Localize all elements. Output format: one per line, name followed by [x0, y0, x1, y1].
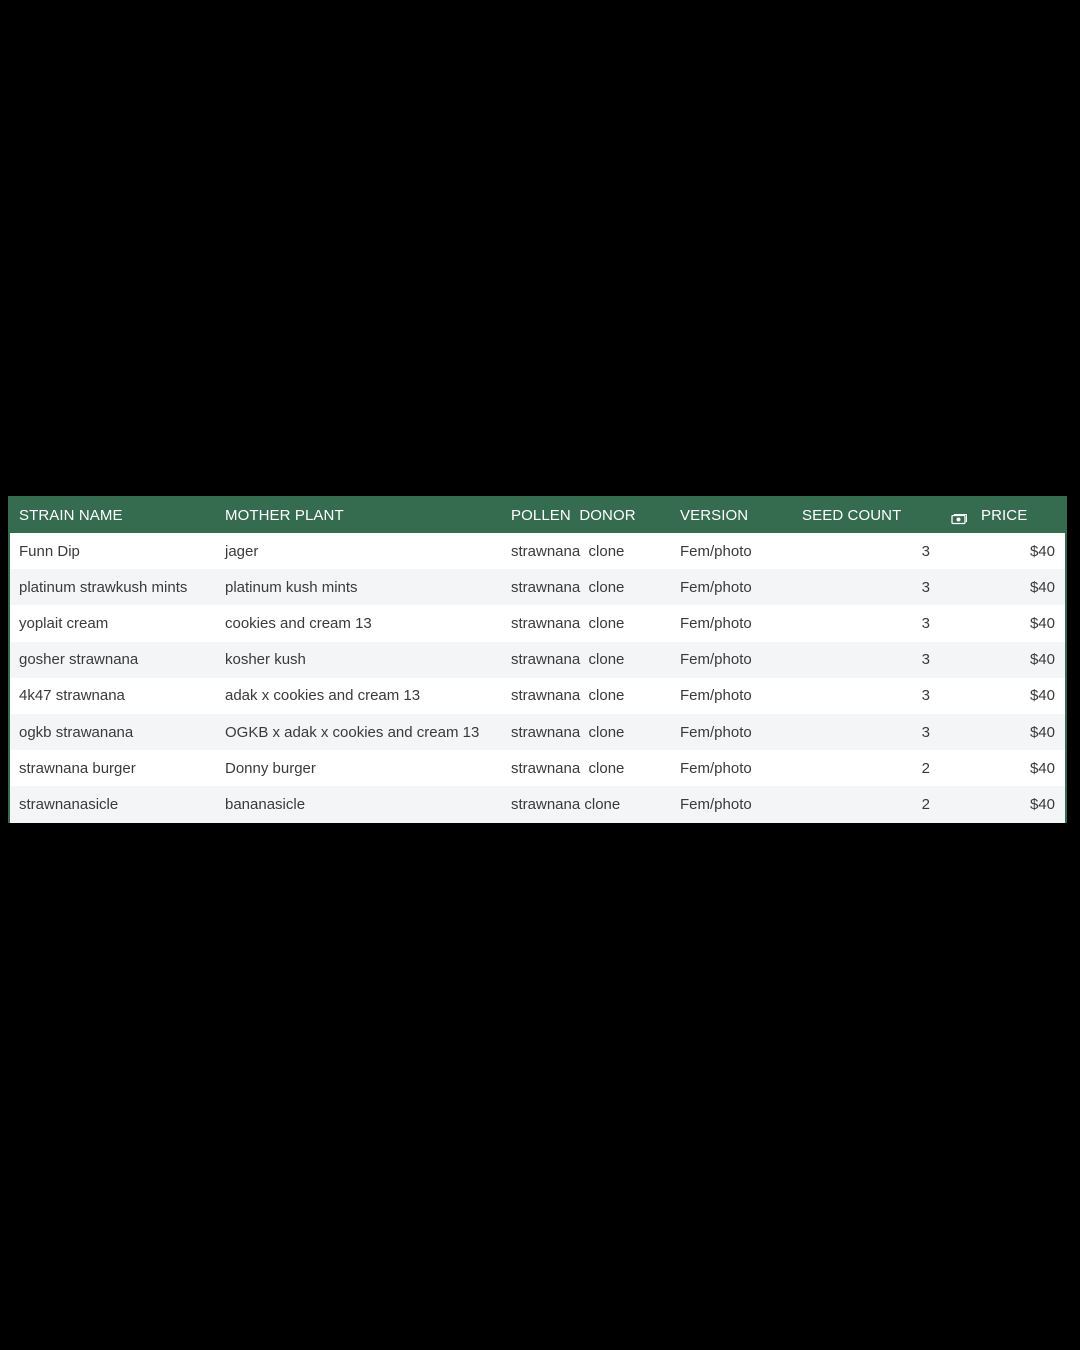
- cell-price: $40: [1029, 723, 1055, 741]
- header-strain-name[interactable]: STRAIN NAME: [19, 507, 123, 524]
- cell-seed-count: 3: [921, 542, 930, 560]
- cell-strain-name: gosher strawnana: [19, 651, 139, 669]
- cell-strain-name: yoplait cream: [19, 614, 109, 632]
- cell-pollen-donor: strawnana clone: [511, 759, 625, 777]
- strain-table-grid: [10, 498, 1065, 823]
- cell-pollen-donor: strawnana clone: [511, 614, 625, 632]
- cell-price: $40: [1029, 614, 1055, 632]
- cell-pollen-donor: strawnana clone: [511, 687, 625, 705]
- table-row[interactable]: [10, 642, 1065, 678]
- cell-price: $40: [1029, 542, 1055, 560]
- table-row[interactable]: [10, 786, 1065, 822]
- table-row[interactable]: [10, 678, 1065, 714]
- cell-pollen-donor: strawnana clone: [511, 795, 621, 813]
- cell-version: Fem/photo: [680, 651, 752, 669]
- cell-version: Fem/photo: [680, 723, 752, 741]
- cell-price: $40: [1029, 687, 1055, 705]
- header-version[interactable]: VERSION: [680, 507, 749, 524]
- cell-seed-count: 2: [921, 795, 930, 813]
- header-seed-count[interactable]: SEED COUNT: [802, 507, 902, 524]
- cell-version: Fem/photo: [680, 578, 752, 596]
- table-row[interactable]: [10, 605, 1065, 641]
- cell-seed-count: 3: [921, 723, 930, 741]
- table-row[interactable]: [10, 533, 1065, 569]
- cell-seed-count: 3: [921, 614, 930, 632]
- cell-version: Fem/photo: [680, 614, 752, 632]
- cell-mother-plant: cookies and cream 13: [225, 614, 372, 632]
- cell-pollen-donor: strawnana clone: [511, 723, 625, 741]
- cell-price: $40: [1029, 795, 1055, 813]
- cell-seed-count: 3: [921, 651, 930, 669]
- header-price-label: PRICE: [981, 507, 1028, 524]
- cell-pollen-donor: strawnana clone: [511, 578, 625, 596]
- cell-mother-plant: kosher kush: [225, 651, 306, 669]
- cell-mother-plant: bananasicle: [225, 795, 306, 813]
- cell-strain-name: platinum strawkush mints: [19, 578, 188, 596]
- cell-price: $40: [1029, 759, 1055, 777]
- cell-mother-plant: adak x cookies and cream 13: [225, 687, 421, 705]
- cell-price: $40: [1029, 578, 1055, 596]
- header-mother-plant[interactable]: MOTHER PLANT: [225, 507, 344, 524]
- cell-strain-name: 4k47 strawnana: [19, 687, 125, 705]
- cell-mother-plant: jager: [225, 542, 259, 560]
- table-row[interactable]: [10, 750, 1065, 786]
- cell-version: Fem/photo: [680, 687, 752, 705]
- cell-strain-name: ogkb strawanana: [19, 723, 134, 741]
- cell-version: Fem/photo: [680, 542, 752, 560]
- cell-seed-count: 3: [921, 578, 930, 596]
- cell-seed-count: 3: [921, 687, 930, 705]
- cell-pollen-donor: strawnana clone: [511, 651, 625, 669]
- header-pollen-donor[interactable]: POLLEN DONOR: [511, 507, 636, 524]
- table-row[interactable]: [10, 569, 1065, 605]
- table-body: [10, 533, 1065, 823]
- header-price[interactable]: [942, 498, 1065, 533]
- cell-mother-plant: OGKB x adak x cookies and cream 13: [225, 723, 480, 741]
- cell-price: $40: [1029, 651, 1055, 669]
- cell-strain-name: Funn Dip: [19, 542, 80, 560]
- cell-version: Fem/photo: [680, 795, 752, 813]
- cell-pollen-donor: strawnana clone: [511, 542, 625, 560]
- cell-seed-count: 2: [921, 759, 930, 777]
- money-icon: [951, 512, 967, 523]
- cell-mother-plant: Donny burger: [225, 759, 316, 777]
- table-header-row: [10, 498, 1065, 533]
- strain-table: [8, 496, 1067, 823]
- cell-mother-plant: platinum kush mints: [225, 578, 358, 596]
- cell-version: Fem/photo: [680, 759, 752, 777]
- cell-strain-name: strawnana burger: [19, 759, 136, 777]
- cell-strain-name: strawnanasicle: [19, 795, 119, 813]
- table-row[interactable]: [10, 714, 1065, 750]
